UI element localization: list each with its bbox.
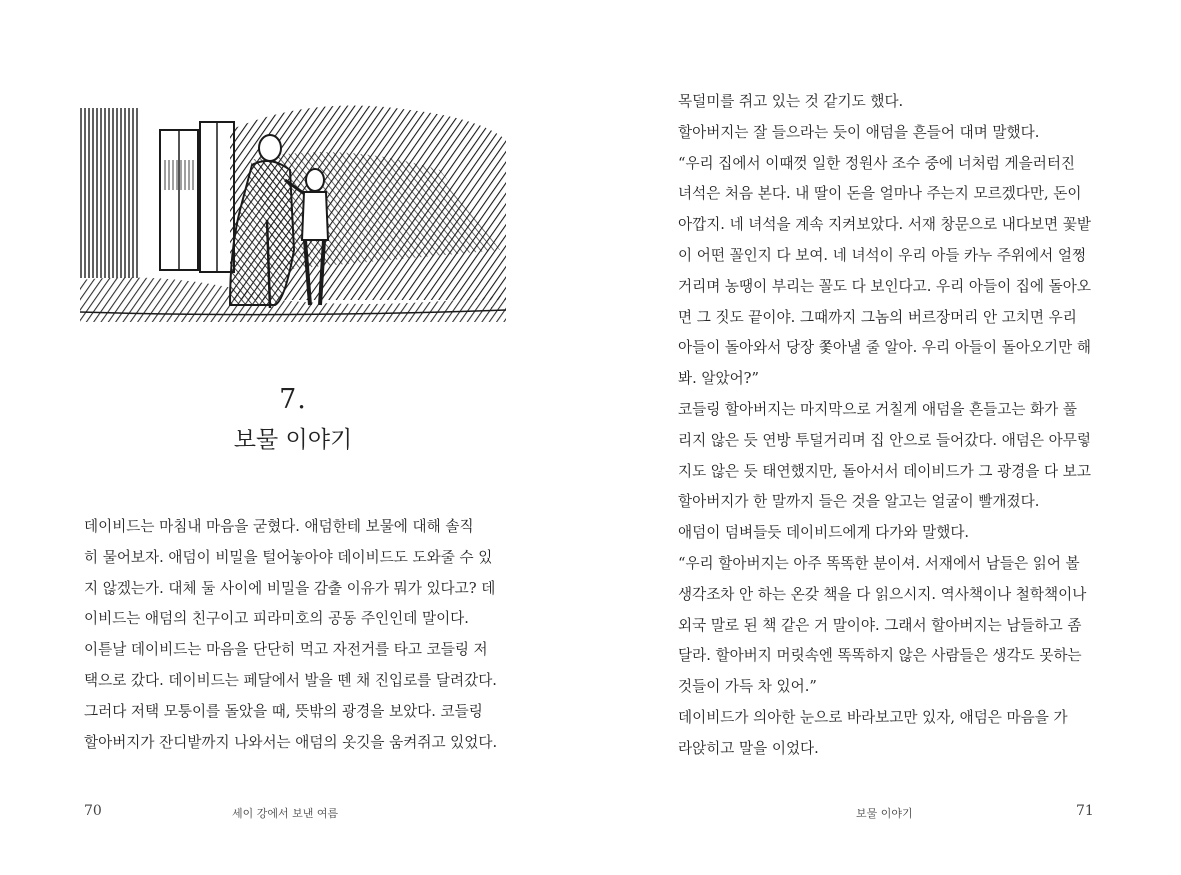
left-page bbox=[0, 0, 590, 875]
text-line: “우리 집에서 이때껏 일한 정원사 조수 중에 너처럼 게을러터진 bbox=[678, 154, 1076, 172]
text-line: 아들이 돌아와서 당장 쫓아낼 줄 알아. 우리 아들이 돌아오기만 해 bbox=[678, 339, 1091, 357]
text-line: 할아버지가 한 말까지 들은 것을 알고는 얼굴이 빨개졌다. bbox=[678, 493, 1040, 511]
chapter-number: 7. bbox=[279, 384, 307, 415]
text-line: 면 그 짓도 끝이야. 그때까지 그놈의 버르장머리 안 고치면 우리 bbox=[678, 308, 1077, 326]
text-line: 히 물어보자. 애덤이 비밀을 털어놓아야 데이비드도 도와줄 수 있 bbox=[84, 548, 493, 566]
text-line: 지 않겠는가. 대체 둘 사이에 비밀을 감출 이유가 뭐가 있다고? 데 bbox=[84, 579, 496, 597]
text-line: 리지 않은 듯 연방 투덜거리며 집 안으로 들어갔다. 애덤은 아무렇 bbox=[678, 431, 1091, 449]
text-line: 라앉히고 말을 이었다. bbox=[678, 739, 819, 757]
text-line: 할아버지는 잘 들으라는 듯이 애덤을 흔들어 대며 말했다. bbox=[678, 123, 1040, 141]
text-line: 봐. 알았어?” bbox=[678, 370, 759, 388]
chapter-illustration bbox=[80, 100, 506, 322]
text-line: 택으로 갔다. 데이비드는 페달에서 발을 뗀 채 진입로를 달려갔다. bbox=[84, 671, 497, 689]
text-line: 달라. 할아버지 머릿속엔 똑똑하지 않은 사람들은 생각도 못하는 bbox=[678, 647, 1082, 665]
text-line: 애덤이 덤벼들듯 데이비드에게 다가와 말했다. bbox=[678, 524, 970, 542]
text-line: 데이비드는 마침내 마음을 굳혔다. 애덤한테 보물에 대해 솔직 bbox=[84, 518, 474, 535]
page-number: 71 bbox=[1076, 803, 1094, 819]
text-line: 데이비드가 의아한 눈으로 바라보고만 있자, 애덤은 마음을 가 bbox=[678, 708, 1068, 726]
chapter-title: 보물 이야기 bbox=[233, 427, 353, 453]
right-body-text bbox=[678, 87, 1098, 765]
text-line: 할아버지가 잔디밭까지 나와서는 애덤의 옷깃을 움켜쥐고 있었다. bbox=[84, 733, 498, 751]
running-head: 보물 이야기 bbox=[856, 807, 913, 820]
text-line: 것들이 가득 차 있어.” bbox=[678, 678, 817, 696]
text-line: 지도 않은 듯 태연했지만, 돌아서서 데이비드가 그 광경을 다 보고 bbox=[678, 462, 1091, 480]
text-line: 외국 말로 된 책 같은 거 말이야. 그래서 할아버지는 남들하고 좀 bbox=[678, 616, 1082, 634]
page-number: 70 bbox=[84, 803, 102, 819]
text-line: 그러다 저택 모퉁이를 돌았을 때, 뜻밖의 광경을 보았다. 코들링 bbox=[84, 702, 483, 720]
text-line: 거리며 농땡이 부리는 꼴도 다 보인다고. 우리 아들이 집에 돌아오 bbox=[678, 277, 1091, 295]
left-body-text bbox=[84, 512, 504, 758]
right-page bbox=[590, 0, 1181, 875]
text-line: 이 어떤 꼴인지 다 보여. 네 녀석이 우리 아들 카누 주위에서 얼쩡 bbox=[678, 246, 1087, 264]
text-line: 아깝지. 네 녀석을 계속 지켜보았다. 서재 창문으로 내다보면 꽃밭 bbox=[678, 216, 1091, 234]
text-line: “우리 할아버지는 아주 똑똑한 분이셔. 서재에서 남들은 읽어 볼 bbox=[678, 554, 1080, 572]
running-head: 세이 강에서 보낸 여름 bbox=[232, 807, 339, 820]
text-line: 녀석은 처음 본다. 내 딸이 돈을 얼마나 주는지 모르겠다만, 돈이 bbox=[678, 185, 1082, 203]
text-line: 생각조차 안 하는 온갖 책을 다 읽으시지. 역사책이나 철학책이나 bbox=[678, 585, 1087, 603]
text-line: 코들링 할아버지는 마지막으로 거칠게 애덤을 흔들고는 화가 풀 bbox=[678, 400, 1078, 418]
text-line: 이비드는 애덤의 친구이고 피라미호의 공동 주인인데 말이다. bbox=[84, 610, 469, 628]
text-line: 이튿날 데이비드는 마음을 단단히 먹고 자전거를 타고 코들링 저 bbox=[84, 641, 488, 659]
text-line: 목덜미를 쥐고 있는 것 같기도 했다. bbox=[678, 93, 904, 110]
